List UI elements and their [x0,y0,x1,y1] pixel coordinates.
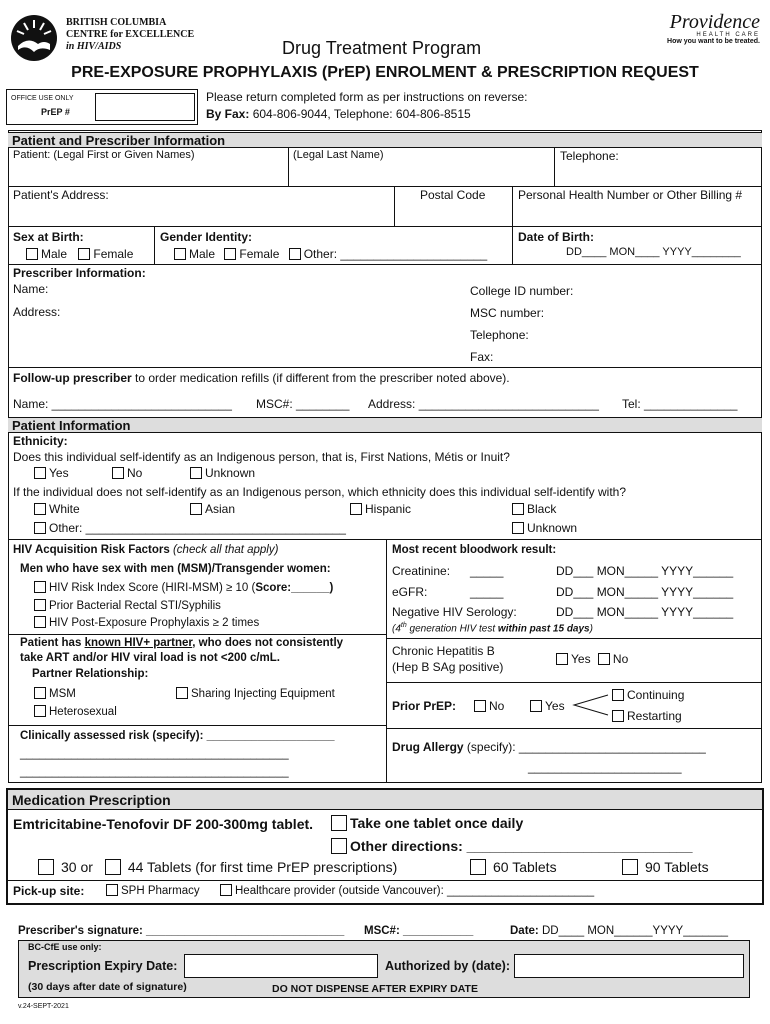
pep-checkbox[interactable] [34,616,46,628]
bccfe-logo [10,14,58,62]
college-id-field[interactable]: College ID number: [470,284,574,298]
section-medication-prescription: Medication Prescription [8,790,762,810]
msm-heading: Men who have sex with men (MSM)/Transgender women: [20,563,331,575]
partner-msm-label: MSM [49,688,76,700]
egfr-label: eGFR: [392,585,428,599]
drug-allergy-field[interactable]: (specify): ____________________________ [463,740,706,754]
gender-male-label: Male [189,247,216,261]
sex-female-label: Female [93,247,134,261]
partner-text-a: Patient has [20,637,85,649]
sex-female-checkbox[interactable] [78,248,90,260]
patient-telephone-field[interactable]: Telephone: [560,149,619,163]
ethnicity-label: Ethnicity: [13,434,68,448]
indigenous-no-label: No [127,466,143,480]
hiri-score-field[interactable]: Score:______) [255,582,334,594]
prior-prep-yes-checkbox[interactable] [530,700,542,712]
heterosexual-label: Heterosexual [49,706,117,718]
postal-code-field[interactable]: Postal Code [420,188,486,202]
hepb-label-line2: (Hep B SAg positive) [392,660,504,674]
prescriber-address-field[interactable]: Address: [13,305,61,319]
authorized-by-field[interactable] [514,954,744,978]
ethnicity-white-label: White [49,502,80,516]
gender-identity-label: Gender Identity: [160,230,253,244]
footer-date-field[interactable]: DD____ MON______YYYY_______ [541,925,728,937]
indigenous-unknown-checkbox[interactable] [190,467,202,479]
prior-prep-no-label: No [489,699,505,713]
org-name-line1: BRITISH COLUMBIA [66,17,167,28]
indigenous-yes-checkbox[interactable] [34,467,46,479]
tablets-44-checkbox[interactable] [105,859,121,875]
prior-prep-label: Prior PrEP: [392,699,457,713]
dob-field[interactable]: DD____ MON____ YYYY________ [566,246,741,258]
indigenous-no-checkbox[interactable] [112,467,124,479]
pickup-sph-label: SPH Pharmacy [121,885,200,897]
hiri-checkbox[interactable] [34,581,46,593]
prescriber-telephone-field[interactable]: Telephone: [470,328,529,342]
office-use-label: OFFICE USE ONLY [11,95,74,102]
once-daily-label: Take one tablet once daily [350,815,524,831]
hiv-note-mid: generation HIV test [406,623,498,635]
hiv-serology-label: Negative HIV Serology: [392,605,517,619]
office-use-box [6,89,198,125]
partner-text-b: known HIV+ partner [84,637,193,649]
indigenous-question: Does this individual self-identify as an Indigenous person, that is, First Nations, Métis or Inuit? [13,450,510,464]
sex-at-birth-label: Sex at Birth: [13,230,84,244]
other-ethnicity-question: If the individual does not self-identify as an Indigenous person, which ethnicity does this individual self-identify with? [13,485,627,499]
followup-name-field[interactable]: Name: ___________________________ [13,397,232,411]
gender-other-checkbox[interactable] [289,248,301,260]
followup-label: Follow-up prescriber [13,371,132,385]
partner-text-line2: take ART and/or HIV viral load is not <200 c/mL. [20,652,280,664]
continuing-checkbox[interactable] [612,689,624,701]
dob-label: Date of Birth: [518,230,594,244]
tablets-60-label: 60 Tablets [493,859,557,875]
partner-msm-checkbox[interactable] [34,687,46,699]
hiv-note-end: ) [589,623,593,635]
sharing-equipment-checkbox[interactable] [176,687,188,699]
tablets-30-checkbox[interactable] [38,859,54,875]
sex-male-label: Male [41,247,68,261]
program-title: Drug Treatment Program [282,38,482,58]
drug-allergy-label: Drug Allergy [392,740,464,754]
heterosexual-checkbox[interactable] [34,705,46,717]
gender-male-checkbox[interactable] [174,248,186,260]
followup-address-field[interactable]: Address: ___________________________ [368,397,599,411]
hepb-yes-label: Yes [571,652,591,666]
footer-date-label: Date: [510,925,542,937]
ethnicity-unknown-checkbox[interactable] [512,522,524,534]
patient-first-name-field[interactable]: Patient: (Legal First or Given Names) [13,149,195,161]
creatinine-label: Creatinine: [392,564,451,578]
clinical-risk-field[interactable]: Clinically assessed risk (specify): ____________________ [20,730,335,742]
other-directions-field[interactable]: Other directions: _____________________________ [350,838,693,854]
ethnicity-asian-checkbox[interactable] [190,503,202,515]
tablets-90-checkbox[interactable] [622,859,638,875]
providence-tagline: How you want to be treated. [667,38,760,45]
prep-number-label: PrEP # [41,107,70,117]
partner-text-c: , who does not consistently [192,637,344,649]
prescriber-info-label: Prescriber Information: [13,266,146,280]
org-name-line2: CENTRE for EXCELLENCE [66,29,195,40]
fax-label: By Fax: [206,107,250,121]
followup-msc-field[interactable]: MSC#: ________ [256,397,350,411]
prior-prep-yes-label: Yes [545,699,565,713]
creatinine-field[interactable]: _____ [470,564,504,578]
sti-checkbox[interactable] [34,599,46,611]
gender-female-label: Female [239,247,280,261]
indigenous-yes-label: Yes [49,466,69,480]
patient-last-name-field[interactable]: (Legal Last Name) [293,149,384,161]
egfr-date-field[interactable]: DD___ MON_____ YYYY______ [556,585,734,599]
hepb-no-checkbox[interactable] [598,653,610,665]
pickup-healthcare-field[interactable]: Healthcare provider (outside Vancouver): _______________________ [235,885,595,897]
fax-detail: 604-806-9044, Telephone: 604-806-8515 [252,107,471,121]
hepb-yes-checkbox[interactable] [556,653,568,665]
pickup-site-label: Pick-up site: [13,884,85,898]
ethnicity-other-field[interactable]: Other: _______________________________________ [49,521,346,535]
once-daily-checkbox[interactable] [331,815,347,831]
ethnicity-unknown-label: Unknown [527,521,578,535]
form-version: v.24-SEPT-2021 [18,1003,69,1010]
prior-prep-bracket-icon [570,692,610,718]
prior-prep-no-checkbox[interactable] [474,700,486,712]
hiv-note-sup: th [400,622,407,629]
providence-sub: HEALTH CARE [696,32,760,38]
bccfe-use-label: BC-CfE use only: [28,942,102,952]
expiry-date-label: Prescription Expiry Date: [28,959,178,973]
return-instructions: Please return completed form as per instructions on reverse: [206,90,528,104]
risk-factors-heading: HIV Acquisition Risk Factors [13,544,170,556]
partner-relationship-label: Partner Relationship: [32,668,149,680]
ethnicity-hispanic-checkbox[interactable] [350,503,362,515]
sex-male-checkbox[interactable] [26,248,38,260]
risk-factors-note: (check all that apply) [169,544,279,556]
gender-female-checkbox[interactable] [224,248,236,260]
restarting-label: Restarting [627,709,682,723]
form-title: PRE-EXPOSURE PROPHYLAXIS (PrEP) ENROLMENT & PRESCRIPTION REQUEST [71,64,699,81]
tablets-60-checkbox[interactable] [470,859,486,875]
creatinine-date-field[interactable]: DD___ MON_____ YYYY______ [556,564,734,578]
followup-tel-field[interactable]: Tel: ______________ [622,397,738,411]
sti-label: Prior Bacterial Rectal STI/Syphilis [49,600,221,612]
patient-address-field[interactable]: Patient's Address: [13,188,109,202]
providence-name: Providence [669,11,760,33]
ethnicity-other-checkbox[interactable] [34,522,46,534]
prescriber-signature-field[interactable]: Prescriber's signature: _______________________________ [18,925,345,937]
pickup-healthcare-checkbox[interactable] [220,884,232,896]
ethnicity-black-checkbox[interactable] [512,503,524,515]
expiry-date-field[interactable] [184,954,378,978]
other-directions-checkbox[interactable] [331,838,347,854]
ethnicity-black-label: Black [527,502,557,516]
hepb-no-label: No [612,652,629,666]
hiri-label: HIV Risk Index Score (HIRI-MSM) ≥ 10 ( [49,582,256,594]
pep-label: HIV Post-Exposure Prophylaxis ≥ 2 times [49,617,260,629]
pickup-sph-checkbox[interactable] [106,884,118,896]
tablets-44-label: 44 Tablets (for first time PrEP prescriptions) [127,859,398,875]
prescriber-name-field[interactable]: Name: [13,282,49,296]
gender-other-field[interactable]: Other: ______________________ [303,247,488,261]
expiry-note: (30 days after date of signature) [28,981,187,993]
hiv-note-pre: (4 [392,623,401,635]
clinical-risk-line2[interactable]: __________________________________________ [20,748,289,760]
providence-logo [650,12,760,45]
ethnicity-white-checkbox[interactable] [34,503,46,515]
phn-field[interactable]: Personal Health Number or Other Billing # [518,188,743,202]
hiv-serology-date-field[interactable]: DD___ MON_____ YYYY______ [556,605,734,619]
do-not-dispense-note: DO NOT DISPENSE AFTER EXPIRY DATE [272,983,478,995]
followup-note: to order medication refills (if different from the prescriber noted above). [131,371,510,385]
footer-msc-field[interactable]: MSC#: ___________ [364,925,474,937]
prep-number-field[interactable] [95,93,195,121]
egfr-field[interactable]: _____ [470,585,504,599]
hiv-note-bold: within past 15 days [497,623,590,635]
org-name-line3: in HIV/AIDS [66,41,122,52]
drug-name: Emtricitabine-Tenofovir DF 200-300mg tablet. [13,816,314,832]
bloodwork-heading: Most recent bloodwork result: [392,544,557,556]
indigenous-unknown-label: Unknown [205,466,256,480]
hepb-label-line1: Chronic Hepatitis B [392,644,495,658]
tablets-90-label: 90 Tablets [645,859,709,875]
section-patient-information: Patient Information [8,417,762,433]
ethnicity-hispanic-label: Hispanic [365,502,412,516]
restarting-checkbox[interactable] [612,710,624,722]
sharing-equipment-label: Sharing Injecting Equipment [191,688,335,700]
clinical-risk-line3[interactable]: __________________________________________ [20,766,289,778]
tablets-30-label: 30 or [61,859,93,875]
msc-number-field[interactable]: MSC number: [470,306,545,320]
ethnicity-asian-label: Asian [205,502,236,516]
authorized-by-label: Authorized by (date): [385,959,510,973]
prescriber-fax-field[interactable]: Fax: [470,350,494,364]
continuing-label: Continuing [627,688,685,702]
drug-allergy-line2[interactable]: _______________________ [528,760,682,774]
section-patient-prescriber: Patient and Prescriber Information [8,132,762,148]
